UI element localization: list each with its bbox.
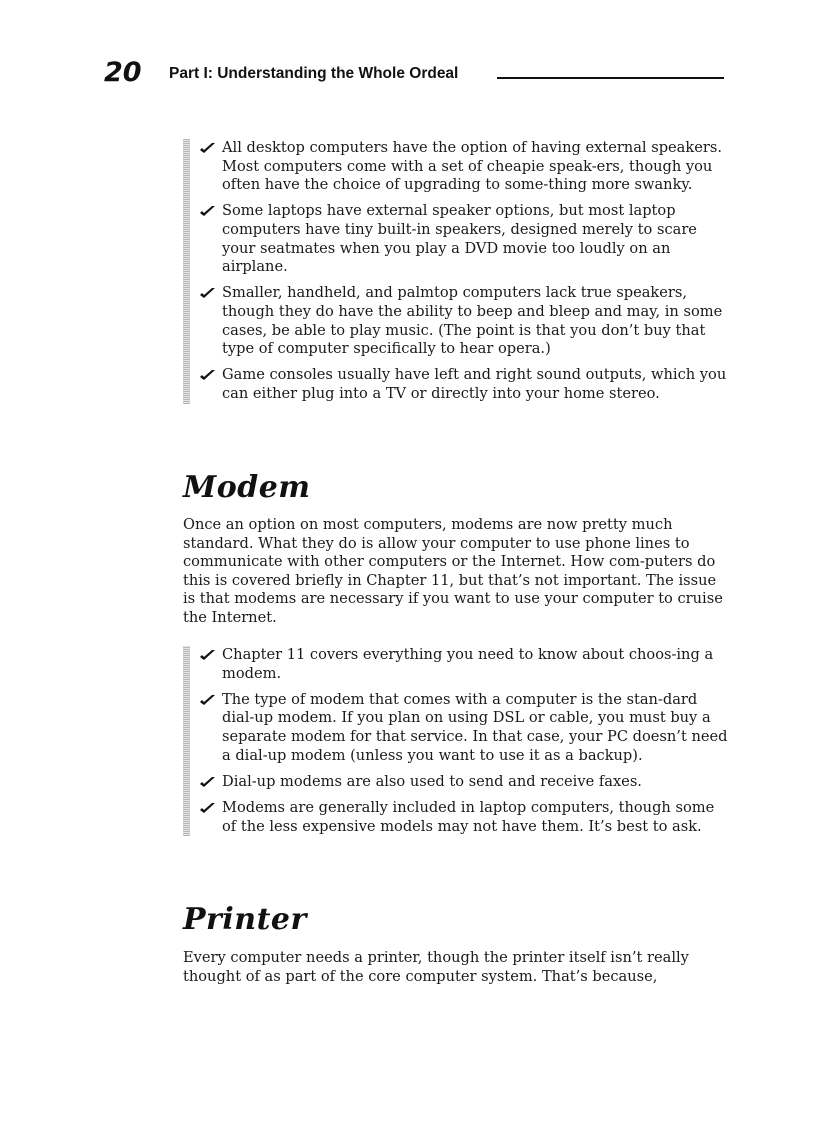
check-mark-icon xyxy=(198,202,218,220)
check-mark-icon xyxy=(198,799,218,817)
list-item xyxy=(198,284,728,358)
page-number: 20 xyxy=(104,57,142,88)
printer-paragraph: Every computer needs a printer, though the printer itself isn’t really thought of as part of the core computer system. That’s because, xyxy=(183,949,689,985)
header-rule xyxy=(497,77,724,79)
list-item-text: Dial-up modems are also used to send and receive faxes. xyxy=(222,772,642,790)
modem-list xyxy=(183,646,728,836)
list-item-text: Modems are generally included in laptop computers, though some of the less expensive models may not have them. It’s best to ask. xyxy=(222,798,715,835)
list-item xyxy=(198,691,728,765)
list-item xyxy=(198,799,728,836)
list-item-text: All desktop computers have the option of having external speakers. Most computers come with a set of cheapie speak-ers, though you often have the choice of upgrading to some-thing more swanky. xyxy=(222,139,722,194)
list-side-bar xyxy=(183,646,190,836)
list-item-text: Smaller, handheld, and palmtop computers lack true speakers, though they do have the ability to beep and bleep and may, in some cases, be able to play music. (The point is that you don’t buy that type of computer specifically to hear opera.) xyxy=(222,284,723,358)
check-mark-icon xyxy=(198,646,218,664)
check-mark-icon xyxy=(198,139,218,157)
list-item xyxy=(198,646,728,683)
section-heading-modem: Modem xyxy=(183,470,311,505)
list-item xyxy=(198,202,728,276)
modem-paragraph: Once an option on most computers, modems are now pretty much standard. What they do is allow your computer to use phone lines to communicate with other computers or the Internet. How com-puters do this is covered briefly in Chapter 11, but that’s not important. The issue is that modems are necessary if you want to use your computer to cruise the Internet. xyxy=(183,516,723,626)
list-side-bar xyxy=(183,139,190,404)
section-heading-printer: Printer xyxy=(183,902,307,937)
running-head: Part I: Understanding the Whole Ordeal xyxy=(169,65,459,82)
list-item xyxy=(198,139,728,195)
check-mark-icon xyxy=(198,691,218,709)
list-item-text: Chapter 11 covers everything you need to know about choos-ing a modem. xyxy=(222,646,714,682)
check-mark-icon xyxy=(198,773,218,791)
page-header xyxy=(104,58,724,88)
list-item xyxy=(198,366,728,403)
check-mark-icon xyxy=(198,284,218,302)
list-item-text: Some laptops have external speaker options, but most laptop computers have tiny built-in speakers, designed merely to scare your seatmates when you play a DVD movie too loudly on an airplane. xyxy=(222,202,697,276)
check-mark-icon xyxy=(198,366,218,384)
list-item xyxy=(198,773,728,792)
speakers-list xyxy=(183,139,728,404)
list-item-text: Game consoles usually have left and right sound outputs, which you can either plug into a TV or directly into your home stereo. xyxy=(222,366,727,402)
list-item-text: The type of modem that comes with a computer is the stan-dard dial-up modem. If you plan on using DSL or cable, you must buy a separate modem for that service. In that case, your PC doesn’t need a dial-up modem (unless you want to use it as a backup). xyxy=(222,690,728,764)
